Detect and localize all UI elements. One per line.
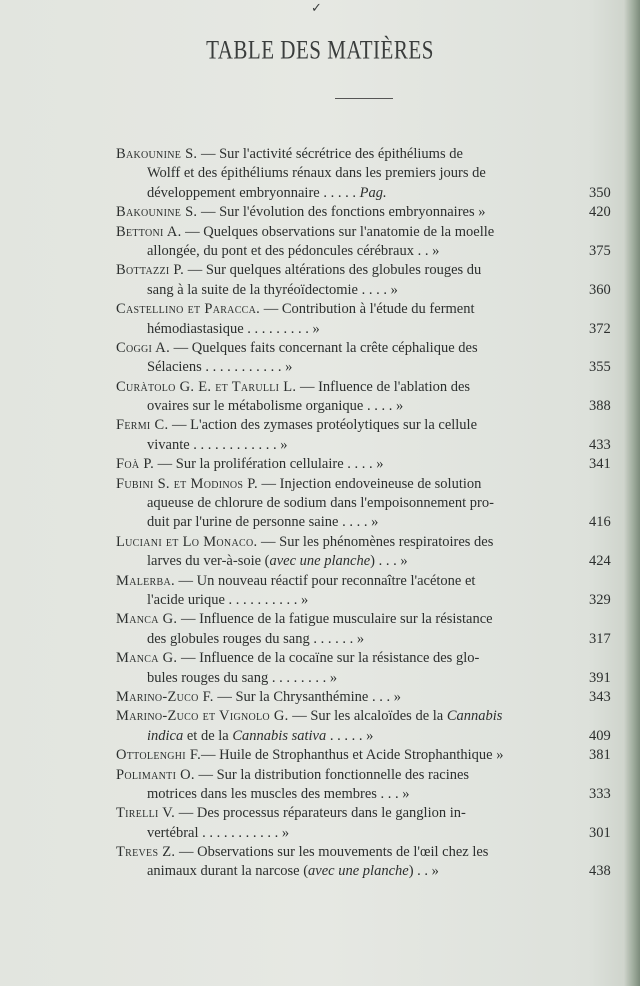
toc-line [0, 843, 640, 862]
entry-text: duit par l'urine de personne saine . . . . » [147, 514, 379, 531]
entry-text: — Sur la distribution fonctionnelle des racines [194, 766, 470, 783]
check-mark: ✓ [311, 0, 322, 15]
toc-line [0, 397, 640, 416]
toc-line [0, 242, 640, 261]
page-number: 375 [589, 242, 611, 259]
entry-text: — Sur l'évolution des fonctions embryonnaires » [197, 204, 486, 221]
toc-line-text [147, 281, 398, 300]
toc-line-text [116, 766, 469, 785]
toc-line-text [116, 707, 502, 726]
entry-text-cont: ) . . » [408, 863, 439, 880]
author-name: Bottazzi P. [116, 262, 185, 279]
toc-line-text [116, 145, 463, 164]
toc-line-text [116, 223, 494, 242]
entry-text: motrices dans les muscles des membres . . . » [147, 785, 410, 802]
entry-text: — Influence de la cocaïne sur la résistance des glo- [177, 650, 480, 667]
entry-text: — Un nouveau réactif pour reconnaître l'acétone et [174, 572, 476, 589]
author-name: Foà P. [116, 456, 155, 473]
entry-italic: Cannabis sativa [232, 727, 327, 744]
entry-text: des globules rouges du sang . . . . . . » [147, 630, 365, 647]
toc-line [0, 475, 640, 494]
toc-line [0, 223, 640, 242]
author-name: Manca G. [116, 650, 178, 667]
toc-line [0, 300, 640, 319]
toc-line-text [147, 513, 378, 532]
toc-line [0, 785, 640, 804]
toc-line-text [147, 242, 439, 261]
entry-text: vertébral . . . . . . . . . . . » [147, 824, 290, 841]
author-name: Manca G. [116, 611, 178, 628]
toc-line [0, 630, 640, 649]
entry-text: Wolff et des épithéliums rénaux dans les premiers jours de [147, 165, 486, 182]
toc-line-text [147, 591, 308, 610]
toc-line [0, 669, 640, 688]
toc-line-text [116, 649, 479, 668]
toc-line-text [116, 203, 486, 222]
toc-line-text [147, 727, 373, 746]
page-number: 420 [589, 204, 611, 221]
author-name: Tirelli V. [116, 805, 176, 822]
toc-line [0, 804, 640, 823]
page-number: 372 [589, 320, 611, 337]
toc-line [0, 533, 640, 552]
toc-line [0, 320, 640, 339]
entry-italic: indica [147, 727, 184, 744]
toc-line-text [147, 164, 486, 183]
toc-line [0, 436, 640, 455]
page-number: 343 [589, 688, 611, 705]
author-name: Bettoni A. [116, 223, 182, 240]
page-number: 424 [589, 553, 611, 570]
page-number: 341 [589, 456, 611, 473]
toc-line-text [147, 669, 337, 688]
author-name: Marino-Zuco et Vignolo G. [116, 708, 289, 725]
entry-text: l'acide urique . . . . . . . . . . » [147, 591, 309, 608]
author-name: Fubini S. et Modinos P. [116, 475, 258, 492]
toc-line [0, 610, 640, 629]
toc-line-text [147, 397, 403, 416]
toc-line-text [116, 843, 488, 862]
entry-text-cont: . . . . . » [326, 727, 374, 744]
entry-text: aqueuse de chlorure de sodium dans l'empoisonnement pro- [147, 495, 494, 512]
toc-line-text [116, 378, 470, 397]
page-number: 416 [589, 514, 611, 531]
toc-line-text [147, 436, 288, 455]
author-name: Castellino et Paracca. [116, 301, 261, 318]
toc-line-text [116, 572, 475, 591]
toc-line [0, 862, 640, 881]
table-of-contents [0, 145, 640, 882]
toc-line-text [116, 475, 481, 494]
entry-text: — Huile de Strophanthus et Acide Strophanthique » [201, 747, 504, 764]
page-number: 388 [589, 398, 611, 415]
toc-line [0, 203, 640, 222]
entry-text: — Sur les phénomènes respiratoires des [257, 533, 494, 550]
author-name: Coggi A. [116, 339, 170, 356]
toc-line-text [116, 455, 384, 474]
toc-line-text [147, 494, 494, 513]
entry-text: Sélaciens . . . . . . . . . . . » [147, 359, 293, 376]
toc-line-text [116, 339, 478, 358]
entry-text: — Quelques observations sur l'anatomie de la moelle [181, 223, 495, 240]
toc-line-text [116, 300, 475, 319]
author-name: Ottolenghi F. [116, 747, 201, 764]
entry-text: sang à la suite de la thyréoïdectomie . . . . » [147, 281, 398, 298]
page-number: 391 [589, 669, 611, 686]
toc-line-text [147, 552, 408, 571]
entry-italic: avec une planche [269, 553, 371, 570]
page-number: 438 [589, 863, 611, 880]
author-name: Malerba. [116, 572, 175, 589]
page-number: 409 [589, 727, 611, 744]
entry-text: — Quelques faits concernant la crête céphalique des [170, 339, 478, 356]
entry-text: vivante . . . . . . . . . . . . » [147, 436, 288, 453]
toc-line [0, 358, 640, 377]
author-name: Marino-Zuco F. [116, 688, 214, 705]
entry-text: — Sur quelques altérations des globules rouges du [184, 262, 482, 279]
entry-italic: Pag. [359, 184, 387, 201]
page-number: 381 [589, 747, 611, 764]
entry-text: — Sur la Chrysanthémine . . . » [213, 688, 401, 705]
toc-line-text [147, 184, 387, 203]
entry-italic: Cannabis [446, 708, 503, 725]
author-name: Polimanti O. [116, 766, 195, 783]
page-title: TABLE DES MATIÈRES [206, 34, 434, 65]
entry-text: — Influence de l'ablation des [296, 378, 471, 395]
toc-line-text [116, 533, 493, 552]
toc-line [0, 649, 640, 668]
toc-line [0, 727, 640, 746]
entry-text: — Influence de la fatigue musculaire sur la résistance [177, 611, 493, 628]
entry-text: allongée, du pont et des pédoncules cérébraux . . » [147, 242, 440, 259]
entry-text-cont: ) . . . » [370, 553, 408, 570]
toc-line [0, 455, 640, 474]
entry-text: ovaires sur le métabolisme organique . . . . » [147, 398, 404, 415]
page-number: 350 [589, 184, 611, 201]
toc-line-text [147, 785, 410, 804]
toc-line [0, 513, 640, 532]
toc-line [0, 824, 640, 843]
page-number: 360 [589, 281, 611, 298]
author-name: Bakounine S. [116, 146, 198, 162]
toc-line-text [147, 824, 289, 843]
author-name: Fermi C. [116, 417, 169, 434]
toc-line-text [116, 416, 477, 435]
entry-text-cont: et de la [183, 727, 233, 744]
entry-text: — Observations sur les mouvements de l'œil chez les [175, 844, 489, 861]
entry-text: — Injection endoveineuse de solution [257, 475, 482, 492]
toc-line-text [147, 320, 320, 339]
toc-line [0, 164, 640, 183]
toc-line [0, 339, 640, 358]
page-number: 317 [589, 630, 611, 647]
toc-line [0, 707, 640, 726]
toc-line-text [116, 804, 466, 823]
toc-line [0, 261, 640, 280]
toc-line [0, 184, 640, 203]
toc-line [0, 145, 640, 164]
toc-line-text [116, 261, 481, 280]
toc-line [0, 746, 640, 765]
toc-line [0, 688, 640, 707]
toc-line [0, 378, 640, 397]
entry-text: animaux durant la narcose ( [147, 863, 309, 880]
toc-line-text [147, 358, 292, 377]
entry-text: — Des processus réparateurs dans le ganglion in- [175, 805, 466, 822]
toc-line [0, 416, 640, 435]
author-name: Bakounine S. [116, 204, 198, 221]
toc-line [0, 572, 640, 591]
toc-line-text [116, 746, 503, 765]
entry-text: développement embryonnaire . . . . . [147, 184, 360, 201]
toc-line [0, 766, 640, 785]
page-number: 433 [589, 436, 611, 453]
toc-line-text [147, 862, 439, 881]
toc-line [0, 552, 640, 571]
toc-line-text [147, 630, 364, 649]
page-number: 301 [589, 824, 611, 841]
page-number: 329 [589, 591, 611, 608]
toc-line [0, 281, 640, 300]
entry-text: — Sur les alcaloïdes de la [288, 708, 447, 725]
entry-text: larves du ver-à-soie ( [147, 553, 270, 570]
toc-line [0, 494, 640, 513]
entry-text: — L'action des zymases protéolytiques sur la cellule [168, 417, 478, 434]
author-name: Luciani et Lo Monaco. [116, 533, 258, 550]
page-number: 355 [589, 359, 611, 376]
entry-text: bules rouges du sang . . . . . . . . » [147, 669, 338, 686]
toc-line [0, 591, 640, 610]
page-number: 333 [589, 785, 611, 802]
entry-text: — Sur l'activité sécrétrice des épithéliums de [197, 146, 463, 162]
entry-text: — Contribution à l'étude du ferment [260, 301, 475, 318]
entry-italic: avec une planche [308, 863, 409, 880]
toc-line-text [116, 610, 493, 629]
toc-line-text [116, 688, 401, 707]
author-name: Curàtolo G. E. et Tarulli L. [116, 378, 297, 395]
author-name: Treves Z. [116, 844, 176, 861]
entry-text: — Sur la prolifération cellulaire . . . . » [154, 456, 384, 473]
title-divider [335, 98, 393, 99]
entry-text: hémodiastasique . . . . . . . . . » [147, 320, 320, 337]
